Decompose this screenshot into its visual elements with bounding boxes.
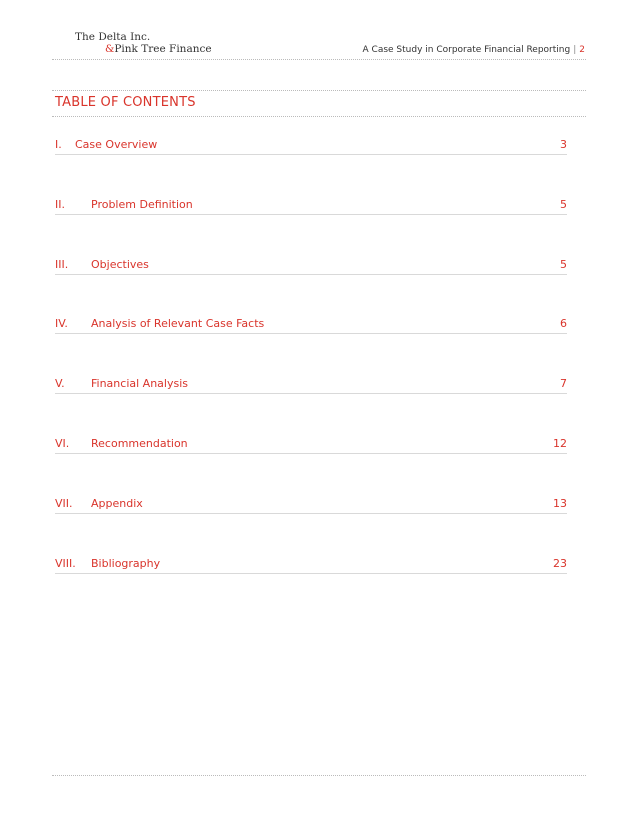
- header-divider: [52, 59, 586, 60]
- toc-entry-page: 12: [553, 437, 567, 450]
- title-bottom-divider: [52, 116, 586, 117]
- toc-entry-recommendation[interactable]: [55, 433, 567, 454]
- toc-entry-page: 23: [553, 557, 567, 570]
- running-header-page-number: 2: [579, 45, 585, 55]
- toc-title: TABLE OF CONTENTS: [55, 95, 196, 110]
- toc-entry-number: V.: [55, 377, 65, 390]
- toc-entry-number: VII.: [55, 497, 73, 510]
- toc-entry-label: Appendix: [91, 497, 143, 510]
- toc-entry-appendix[interactable]: [55, 493, 567, 514]
- logo-line-2-text: Pink Tree Finance: [114, 43, 212, 55]
- toc-entry-number: VIII.: [55, 557, 76, 570]
- toc-entry-number: II.: [55, 198, 65, 211]
- toc-entry-page: 7: [560, 377, 567, 390]
- toc-entry-objectives[interactable]: [55, 254, 567, 275]
- toc-entry-label: Recommendation: [91, 437, 188, 450]
- toc-entry-problem-definition[interactable]: [55, 194, 567, 215]
- running-header-title: A Case Study in Corporate Financial Reporting: [362, 45, 571, 55]
- toc-entry-number: IV.: [55, 317, 68, 330]
- toc-entry-label: Case Overview: [75, 138, 158, 151]
- running-header: [363, 45, 585, 55]
- toc-entry-number: I.: [55, 138, 62, 151]
- toc-entry-bibliography[interactable]: [55, 553, 567, 574]
- toc-entry-number: III.: [55, 258, 69, 271]
- toc-entry-page: 5: [560, 198, 567, 211]
- toc-entry-label: Bibliography: [91, 557, 161, 570]
- toc-entry-label: Analysis of Relevant Case Facts: [91, 317, 265, 330]
- title-top-divider: [52, 90, 586, 91]
- toc-entry-page: 13: [553, 497, 567, 510]
- toc-entry-label: Problem Definition: [91, 198, 193, 211]
- toc-entry-page: 5: [560, 258, 567, 271]
- logo-line-1: The Delta Inc.: [75, 31, 151, 43]
- toc-entry-financial-analysis[interactable]: [55, 373, 567, 394]
- company-logo: [75, 31, 212, 55]
- logo-ampersand: &: [105, 43, 115, 55]
- logo-line-2: [75, 43, 212, 55]
- running-header-separator: |: [573, 45, 577, 55]
- footer-divider: [52, 775, 586, 776]
- toc-entry-label: Financial Analysis: [91, 377, 188, 390]
- toc-entry-case-overview[interactable]: [55, 134, 567, 155]
- toc-entry-label: Objectives: [91, 258, 149, 271]
- toc-entry-number: VI.: [55, 437, 70, 450]
- toc-entry-page: 6: [560, 317, 567, 330]
- toc-entry-page: 3: [560, 138, 567, 151]
- toc-entry-analysis-of-case-facts[interactable]: [55, 313, 567, 334]
